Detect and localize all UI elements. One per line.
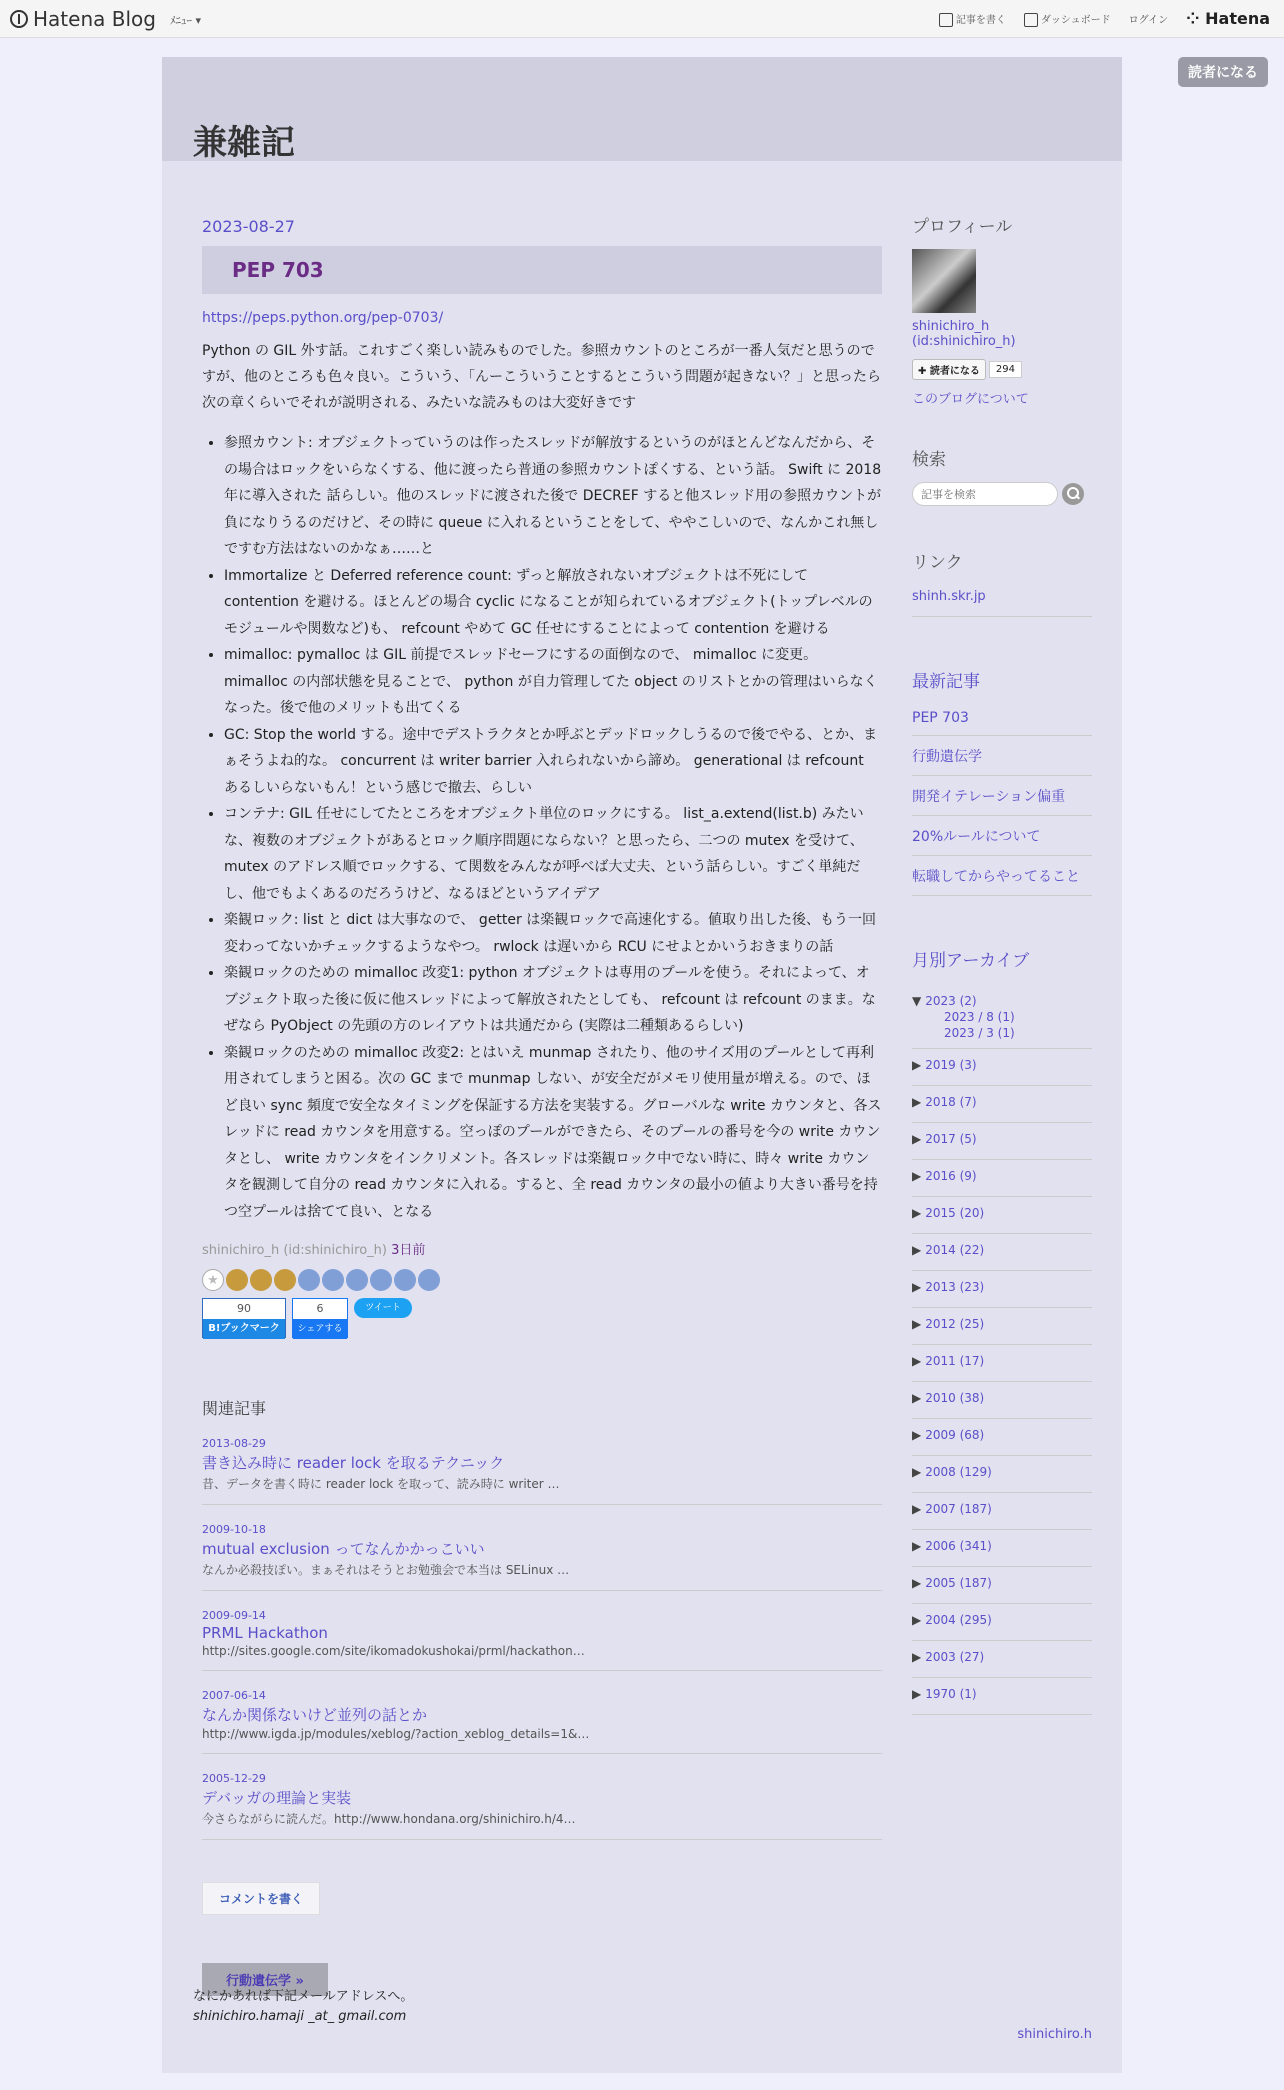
user-star-icon[interactable]: [274, 1269, 296, 1291]
recent-heading[interactable]: 最新記事: [912, 672, 980, 692]
archive-year-link[interactable]: 2004 (295): [925, 1613, 992, 1627]
about-link[interactable]: このブログについて: [912, 392, 1029, 407]
entry-author[interactable]: shinichiro_h (id:shinichiro_h): [202, 1243, 387, 1258]
blog-frame: [162, 57, 1122, 2073]
recent-entry-link[interactable]: 開発イテレーション偏重: [912, 789, 1066, 805]
related-heading: 関連記事: [202, 1399, 267, 1418]
related-title[interactable]: mutual exclusion ってなんかかっこいい: [202, 1540, 485, 1558]
archive-year-item: [912, 1419, 1092, 1456]
related-snippet: 今さらながらに読んだ。http://www.hondana.org/shinichiro.h/4…: [202, 1812, 576, 1826]
archive-year-link[interactable]: 2023 (2): [925, 994, 977, 1008]
archive-year-link[interactable]: 2006 (341): [925, 1539, 992, 1553]
expand-triangle-icon[interactable]: ▶: [912, 1243, 922, 1257]
bookmark-count: 90: [237, 1302, 251, 1315]
archive-year-link[interactable]: 2015 (20): [925, 1206, 985, 1220]
archive-year-link[interactable]: 2013 (23): [925, 1280, 985, 1294]
related-snippet: 昔、データを書く時に reader lock を取って、読み時に writer …: [202, 1477, 560, 1491]
blog-title[interactable]: 兼雑記: [193, 123, 295, 163]
entry-title[interactable]: PEP 703: [232, 258, 324, 282]
expand-triangle-icon[interactable]: ▶: [912, 1465, 922, 1479]
expand-triangle-icon[interactable]: ▶: [912, 1391, 922, 1405]
archive-year-item: [912, 1567, 1092, 1604]
facebook-share-button[interactable]: [292, 1298, 348, 1338]
footer-author-link[interactable]: shinichiro.h: [1017, 2027, 1092, 2042]
hatena-logo-icon: [10, 10, 28, 28]
expand-triangle-icon[interactable]: ▶: [912, 1613, 922, 1627]
related-title[interactable]: 書き込み時に reader lock を取るテクニック: [202, 1454, 505, 1472]
facebook-count: 6: [316, 1302, 324, 1315]
search-icon[interactable]: [1062, 483, 1084, 505]
dashboard-label: ダッシュボード: [1040, 14, 1111, 26]
related-snippet: http://sites.google.com/site/ikomadokushokai/prml/hackathon…: [202, 1644, 585, 1658]
share-buttons: [202, 1298, 882, 1338]
blog-header: [162, 57, 1122, 161]
list-item: • mimalloc: pymalloc は GIL 前提でスレッドセーフにするの面倒なので、 mimalloc に変更。 mimalloc の内部状態を見ることで、 python が自力管理してた object のリストとかの管理はいらなくなった。後で他のメリットも出てくる: [224, 642, 882, 722]
avatar[interactable]: [912, 249, 976, 313]
archive-year-item: [912, 1308, 1092, 1345]
expand-triangle-icon[interactable]: ▶: [912, 1576, 922, 1590]
link-heading: リンク: [912, 553, 963, 573]
list-item: • 参照カウント: オブジェクトっていうのは作ったスレッドが解放するというのがほとんどなんだから、その場合はロックをいらなくする、他に渡ったら普通の参照カウントぽくする、という話。 Swift に 2018 年に導入された 話らしい。他のスレッドに渡された後で DECREF すると他スレッド用の参照カウントが負になりうるのだけど、その時に queue に入れるということをして、ややこしいので、なんかこれ無しですむ方法はないのかなぁ……と: [224, 430, 882, 563]
archive-year-link[interactable]: 2018 (7): [925, 1095, 977, 1109]
archive-year-item: [912, 1160, 1092, 1197]
archive-year-link[interactable]: 2012 (25): [925, 1317, 985, 1331]
expand-triangle-icon[interactable]: ▶: [912, 1058, 922, 1072]
archive-year-link[interactable]: 2011 (17): [925, 1354, 985, 1368]
entry-meta: [202, 1239, 882, 1258]
footer-email: shinichiro.hamaji _at_ gmail.com: [193, 2009, 407, 2024]
facebook-label: シェアする: [293, 1319, 347, 1339]
archive-year-link[interactable]: 2016 (9): [925, 1169, 977, 1183]
pep-link[interactable]: https://peps.python.org/pep-0703/: [202, 310, 444, 326]
user-star-icon[interactable]: [418, 1269, 440, 1291]
entry: [202, 217, 882, 1996]
archive-year-item: [912, 1345, 1092, 1382]
menu-dropdown[interactable]: ﾒﾆｭｰ ▾: [170, 14, 202, 27]
user-star-icon[interactable]: [370, 1269, 392, 1291]
related-date[interactable]: 2005-12-29: [202, 1772, 266, 1785]
related-title[interactable]: デバッガの理論と実装: [202, 1789, 352, 1807]
brand-label: Hatena: [1205, 9, 1270, 28]
related-title[interactable]: PRML Hackathon: [202, 1624, 328, 1642]
expand-triangle-icon[interactable]: ▶: [912, 1132, 922, 1146]
expand-triangle-icon[interactable]: ▶: [912, 1169, 922, 1183]
list-item: • コンテナ: GIL 任せにしてたところをオブジェクト単位のロックにする。 list_a.extend(list.b) みたいな、複数のオブジェクトがあるとロック順序問題にならない？と思ったら、二つの mutex を受けて、 mutex のアドレス順でロックする、て関数をみんなが呼べば大丈夫、という話らしい。すごく単純だし、他でもよくあるのだろうけど、なるほどというアイデア: [224, 801, 882, 907]
write-comment-button[interactable]: コメントを書く: [202, 1882, 320, 1915]
archive-year-link[interactable]: 2009 (68): [925, 1428, 985, 1442]
hatena-blog-logo[interactable]: [10, 7, 156, 31]
subscribe-button[interactable]: 読者になる: [1178, 57, 1268, 87]
related-date[interactable]: 2009-09-14: [202, 1609, 266, 1622]
write-link[interactable]: [939, 11, 1006, 27]
archive-year-item: [912, 1493, 1092, 1530]
archive-year-item: [912, 1382, 1092, 1419]
write-label: 記事を書く: [955, 14, 1006, 26]
expand-triangle-icon[interactable]: ▶: [912, 1354, 922, 1368]
collapse-triangle-icon[interactable]: ▼: [912, 994, 922, 1008]
related-snippet: http://www.igda.jp/modules/xeblog/?action_xeblog_details=1&…: [202, 1727, 590, 1741]
user-star-icon[interactable]: [322, 1269, 344, 1291]
archive-year-link[interactable]: 2003 (27): [925, 1650, 985, 1664]
related-item: [202, 1437, 882, 1505]
archive-year-item: [912, 1049, 1092, 1086]
dashboard-icon: [1024, 13, 1038, 27]
entry-ago[interactable]: 3日前: [391, 1243, 426, 1258]
user-star-icon[interactable]: [394, 1269, 416, 1291]
footer-note: [193, 1987, 413, 2027]
related-item: [202, 1689, 882, 1754]
expand-triangle-icon[interactable]: ▶: [912, 1502, 922, 1516]
archive-year-item: [912, 1456, 1092, 1493]
archive-year-link[interactable]: 1970 (1): [925, 1687, 977, 1701]
related-date[interactable]: 2009-10-18: [202, 1523, 266, 1536]
archive-year-item: [912, 1271, 1092, 1308]
archive-year-link[interactable]: 2005 (187): [925, 1576, 992, 1590]
tweet-button[interactable]: ツイート: [354, 1298, 412, 1318]
dashboard-link[interactable]: [1024, 11, 1111, 27]
archive-month-link[interactable]: 2023 / 8 (1): [944, 1010, 1015, 1024]
related-item: [202, 1523, 882, 1591]
entry-date[interactable]: 2023-08-27: [202, 217, 295, 236]
user-star-icon[interactable]: [346, 1269, 368, 1291]
bookmark-label: B!ブックマーク: [203, 1319, 285, 1339]
footer-text: なにかあれば下記メールアドレスへ。: [193, 1989, 414, 2004]
related-date[interactable]: 2007-06-14: [202, 1689, 266, 1702]
login-link[interactable]: ログイン: [1128, 15, 1169, 26]
recent-entry-link[interactable]: PEP 703: [912, 710, 969, 726]
list-item: • 楽観ロックのための mimalloc 改変1: python オブジェクトは専用のプールを使う。それによって、オブジェクト取った後に仮に他スレッドによって解放されたとしても、 refcount は refcount のまま。なぜなら PyObject の先頭の方のレイアウトは共通だから (実際は二種類あるらしい): [224, 960, 882, 1040]
archive-year-link[interactable]: 2019 (3): [925, 1058, 977, 1072]
pencil-icon: [939, 13, 953, 27]
related-date[interactable]: 2013-08-29: [202, 1437, 266, 1450]
hatena-brand-link[interactable]: ⁘ Hatena: [1186, 9, 1270, 28]
related-item: [202, 1609, 882, 1671]
related-item: [202, 1772, 882, 1840]
archive-year-item: [912, 1678, 1092, 1715]
search-input[interactable]: [912, 482, 1058, 506]
user-star-icon[interactable]: [298, 1269, 320, 1291]
related-snippet: なんか必殺技ぽい。まぁそれはそうとお勉強会で本当は SELinux …: [202, 1563, 570, 1577]
archive-year-link[interactable]: 2017 (5): [925, 1132, 977, 1146]
list-item: • 楽観ロック: list と dict は大事なので、 getter は楽観ロックで高速化する。値取り出した後、もう一回変わってないかチェックするようなやつ。 rwlock は遅いから RCU にせよとかいうおきまりの話: [224, 907, 882, 960]
archive-year-item: [912, 1604, 1092, 1641]
external-link[interactable]: shinh.skr.jp: [912, 589, 986, 604]
recent-entry-link[interactable]: 行動遺伝学: [912, 749, 982, 765]
expand-triangle-icon[interactable]: ▶: [912, 1280, 922, 1294]
reader-count[interactable]: 294: [989, 361, 1022, 378]
list-item: • Immortalize と Deferred reference count: ずっと解放されないオブジェクトは不死にして contention を避ける。ほとんどの場合 cyclic になることが知られているオブジェクト(トップレベルのモジュールや関数など)も、 refcount やめて GC 任せにすることによって contention を避ける: [224, 563, 882, 643]
archive-year-link[interactable]: 2014 (22): [925, 1243, 985, 1257]
sidebar: [912, 212, 1092, 1715]
entry-points: [202, 430, 882, 1225]
entry-intro: Python の GIL 外す話。これすごく楽しい読みものでした。参照カウントのところが一番人気だと思うのですが、他のところも色々良い。こういう、「んーこういうことするとこういう問題が起きない？」と思ったら次の章くらいでそれが説明される、みたいな読みものは大変好きです: [202, 343, 881, 411]
expand-triangle-icon[interactable]: ▶: [912, 1687, 922, 1701]
star-row: [202, 1268, 882, 1292]
archive-month-link[interactable]: 2023 / 3 (1): [944, 1026, 1015, 1040]
related-entries: [202, 1396, 882, 1840]
archive-year-item: [912, 1086, 1092, 1123]
list-item: • GC: Stop the world する。途中でデストラクタとか呼ぶとデッドロックしうるので後でやる、とか、まぁそうよね的な。 concurrent は writer barrier 入れられないから諦め。 generational は refcount あるしいらないもん！という感じで撤去、らしい: [224, 722, 882, 802]
global-header: [0, 0, 1284, 38]
expand-triangle-icon[interactable]: ▶: [912, 1650, 922, 1664]
search-heading: 検索: [912, 450, 946, 470]
recent-entry-link[interactable]: 転職してからやってること: [912, 869, 1080, 885]
profile-heading: プロフィール: [912, 217, 1013, 237]
add-star-icon[interactable]: ★: [202, 1269, 224, 1291]
archive-year-item: [912, 1234, 1092, 1271]
expand-triangle-icon[interactable]: ▶: [912, 1095, 922, 1109]
expand-triangle-icon[interactable]: ▶: [912, 1317, 922, 1331]
entry-title-bar: [202, 246, 882, 294]
list-item: • 楽観ロックのための mimalloc 改変2: とはいえ munmap されたり、他のサイズ用のプールとして再利用されてしまうと困る。次の GC まで munmap しない、が安全だがメモリ使用量が増える。ので、ほど良い sync 頻度で安全なタイミングを保証する方法を実装する。グローバルな write カウンタと、各スレッドに read カウンタを用意する。空っぽのプールができたら、そのプールの番号を今の write カウンタとし、 write カウンタをインクリメント。各スレッドは楽観ロック中でない時に、時々 write カウンタを観測して自分の read カウンタに入れる。すると、全 read カウンタの最小の値より大きい番号を持つ空プールは捨てて良い、となる: [224, 1040, 882, 1226]
archive-year-item: [912, 1123, 1092, 1160]
archive-heading[interactable]: 月別アーカイブ: [912, 951, 1030, 971]
archive-year-item: [912, 1530, 1092, 1567]
menu-label: ﾒﾆｭｰ: [170, 14, 192, 27]
recent-entry-link[interactable]: 20%ルールについて: [912, 829, 1041, 845]
archive-year-link[interactable]: 2010 (38): [925, 1391, 985, 1405]
profile-name[interactable]: shinichiro_h (id:shinichiro_h): [912, 319, 1016, 349]
user-star-icon[interactable]: [226, 1269, 248, 1291]
hatena-bookmark-button[interactable]: [202, 1298, 286, 1338]
user-star-icon[interactable]: [250, 1269, 272, 1291]
expand-triangle-icon[interactable]: ▶: [912, 1539, 922, 1553]
archive-year-item: [912, 1641, 1092, 1678]
expand-triangle-icon[interactable]: ▶: [912, 1206, 922, 1220]
archive-year-item: [912, 1197, 1092, 1234]
expand-triangle-icon[interactable]: ▶: [912, 1428, 922, 1442]
sidebar-subscribe-button[interactable]: ✚ 読者になる: [912, 359, 986, 380]
archive-year-link[interactable]: 2007 (187): [925, 1502, 992, 1516]
logo-text: Hatena Blog: [33, 7, 156, 31]
archive-year-link[interactable]: 2008 (129): [925, 1465, 992, 1479]
related-title[interactable]: なんか関係ないけど並列の話とか: [202, 1706, 428, 1724]
next-entry-link[interactable]: 行動遺伝学 »: [202, 1963, 328, 1996]
